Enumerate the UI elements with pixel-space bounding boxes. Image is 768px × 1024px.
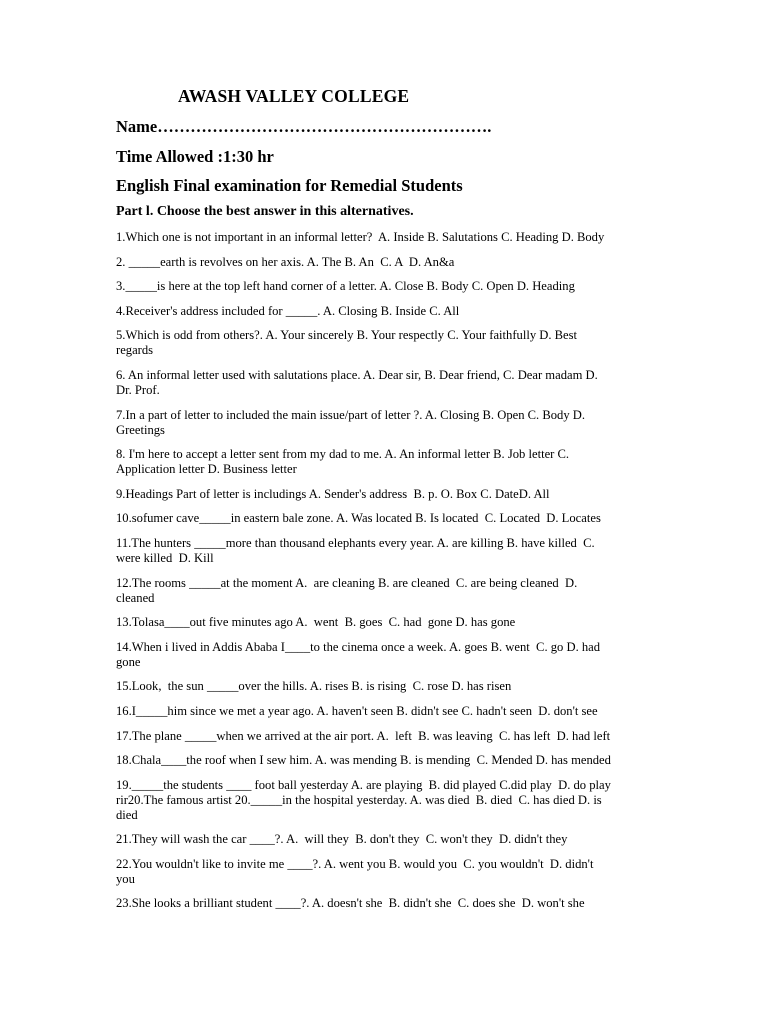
- question-item: 11.The hunters _____more than thousand elephants every year. A. are killing B. have killed C. were killed D. Kill: [116, 535, 595, 565]
- question-item: 5.Which is odd from others?. A. Your sincerely B. Your respectly C. Your faithfully D. Best regards: [116, 328, 578, 358]
- question-list: [116, 230, 656, 921]
- question-item: 12.The rooms _____at the moment A. are cleaning B. are cleaned C. are being cleaned D. cleaned: [116, 575, 578, 605]
- question-item: 10.sofumer cave_____in eastern bale zone. A. Was located B. Is located C. Located D. Locates: [116, 511, 601, 526]
- question-item: 14.When i lived in Addis Ababa I____to the cinema once a week. A. goes B. went C. go D. had gone: [116, 639, 601, 669]
- question-item: 1.Which one is not important in an informal letter? A. Inside B. Salutations C. Heading D. Body: [116, 230, 605, 244]
- question-item: 6. An informal letter used with salutations place. A. Dear sir, B. Dear friend, C. Dear madam D. Dr. Prof.: [116, 367, 598, 397]
- question-item: 7.In a part of letter to included the main issue/part of letter ?. A. Closing B. Open C. Body D. Greetings: [116, 407, 586, 437]
- question-item: 16.I_____him since we met a year ago. A. haven't seen B. didn't see C. hadn't seen D. don't see: [116, 703, 598, 718]
- college-name: AWASH VALLEY COLLEGE: [178, 86, 410, 106]
- question-item: 4.Receiver's address included for _____. A. Closing B. Inside C. All: [116, 303, 460, 318]
- question-item: 23.She looks a brilliant student ____?. A. doesn't she B. didn't she C. does she D. won't she: [116, 896, 585, 911]
- part-instructions: Part l. Choose the best answer in this alternatives.: [116, 204, 414, 219]
- exam-title: English Final examination for Remedial Students: [116, 176, 463, 195]
- question-item: 19._____the students ____ foot ball yesterday A. are playing B. did played C.did play D. do play rir20.The famous artist 20._____in the hospital yesterday. A. was died B. died C. has died D. is died: [116, 777, 611, 822]
- question-item: 22.You wouldn't like to invite me ____?. A. went you B. would you C. you wouldn't D. didn't you: [116, 856, 594, 886]
- question-item: 9.Headings Part of letter is includings A. Sender's address B. p. O. Box C. DateD. All: [116, 486, 550, 501]
- question-item: 15.Look, the sun _____over the hills. A. rises B. is rising C. rose D. has risen: [116, 679, 512, 694]
- time-allowed: Time Allowed :1:30 hr: [116, 147, 274, 166]
- question-item: 21.They will wash the car ____?. A. will they B. don't they C. won't they D. didn't they: [116, 832, 568, 847]
- question-item: 17.The plane _____when we arrived at the air port. A. left B. was leaving C. has left D. had left: [116, 728, 611, 743]
- question-item: 18.Chala____the roof when I sew him. A. was mending B. is mending C. Mended D. has mended: [116, 753, 611, 768]
- student-name-line: Name…………………………………………………….: [116, 117, 492, 136]
- question-item: 3._____is here at the top left hand corner of a letter. A. Close B. Body C. Open D. Heading: [116, 279, 575, 294]
- question-item: 2. _____earth is revolves on her axis. A. The B. An C. A D. An&a: [116, 254, 455, 269]
- question-item: 8. I'm here to accept a letter sent from my dad to me. A. An informal letter B. Job letter C. Application letter D. Business letter: [116, 447, 570, 477]
- question-item: 13.Tolasa____out five minutes ago A. went B. goes C. had gone D. has gone: [116, 615, 516, 630]
